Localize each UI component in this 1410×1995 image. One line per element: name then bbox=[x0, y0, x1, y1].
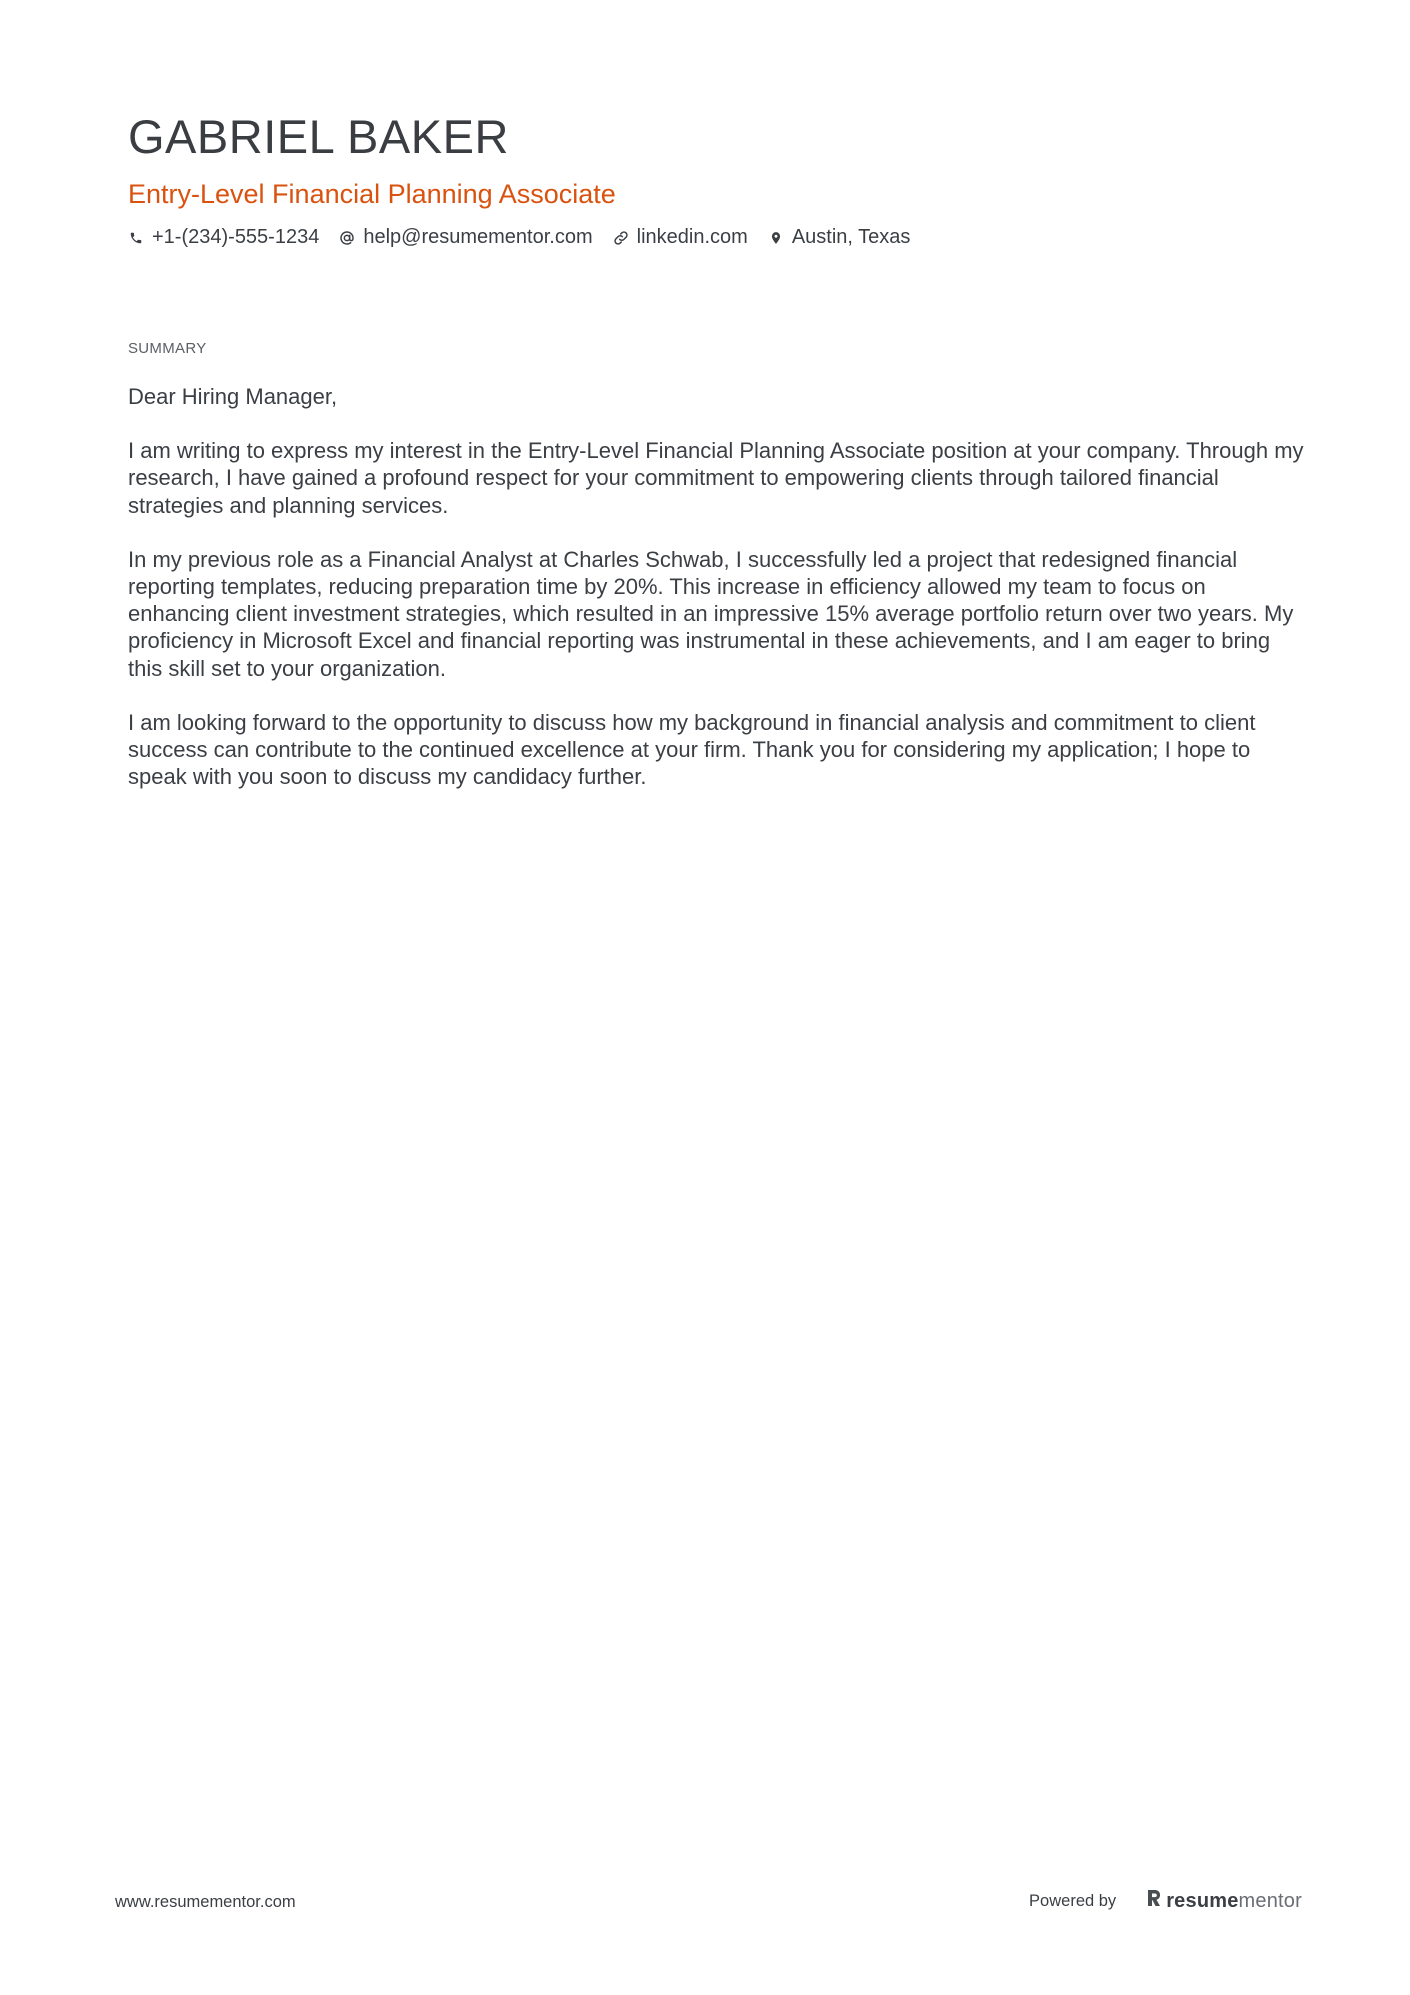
at-icon bbox=[339, 229, 355, 247]
resumementor-logo[interactable] bbox=[1146, 1888, 1302, 1914]
section-heading-summary: SUMMARY bbox=[128, 340, 207, 357]
phone-number: +1-(234)-555-1234 bbox=[152, 226, 320, 249]
map-pin-icon bbox=[768, 229, 784, 247]
footer-branding bbox=[1029, 1888, 1302, 1914]
letter-greeting: Dear Hiring Manager, bbox=[128, 384, 338, 409]
contact-email bbox=[339, 226, 592, 249]
logo-text-bold: resume bbox=[1166, 1889, 1239, 1912]
header bbox=[128, 110, 1288, 249]
letter-paragraph: I am writing to express my interest in the Entry-Level Financial Planning Associate position at your company. Through my research, I have gained a profound respect for your commitment to empowering clients through tailored financial strategies and planning services. bbox=[128, 438, 1304, 518]
candidate-name: GABRIEL BAKER bbox=[128, 110, 509, 163]
job-title: Entry-Level Financial Planning Associate bbox=[128, 179, 616, 210]
letter-paragraph: In my previous role as a Financial Analyst at Charles Schwab, I successfully led a project that redesigned financial reporting templates, reducing preparation time by 20%. This increase in efficiency allowed my team to focus on enhancing client investment strategies, which resulted in an impressive 15% average portfolio return over two years. My proficiency in Microsoft Excel and financial reporting was instrumental in these achievements, and I am eager to bring this skill set to your organization. bbox=[128, 546, 1294, 681]
footer-website[interactable]: www.resumementor.com bbox=[115, 1893, 296, 1911]
contact-row bbox=[128, 226, 1288, 249]
linkedin-link[interactable]: linkedin.com bbox=[636, 226, 748, 249]
resumementor-logo-icon bbox=[1146, 1888, 1162, 1914]
contact-linkedin bbox=[613, 226, 748, 249]
contact-location bbox=[768, 226, 911, 249]
link-icon bbox=[613, 229, 629, 247]
phone-icon bbox=[128, 229, 144, 247]
email-address[interactable]: help@resumementor.com bbox=[363, 226, 593, 249]
cover-letter-body bbox=[128, 383, 1308, 817]
letter-paragraph: I am looking forward to the opportunity to discuss how my background in financial analysis and commitment to client success can contribute to the continued excellence at your firm. Thank you for considering my application; I hope to speak with you soon to discuss my candidacy further. bbox=[128, 709, 1256, 790]
logo-text-light: mentor bbox=[1238, 1889, 1302, 1912]
contact-phone bbox=[128, 226, 319, 249]
powered-by-label: Powered by bbox=[1029, 1891, 1117, 1910]
location: Austin, Texas bbox=[791, 226, 911, 249]
